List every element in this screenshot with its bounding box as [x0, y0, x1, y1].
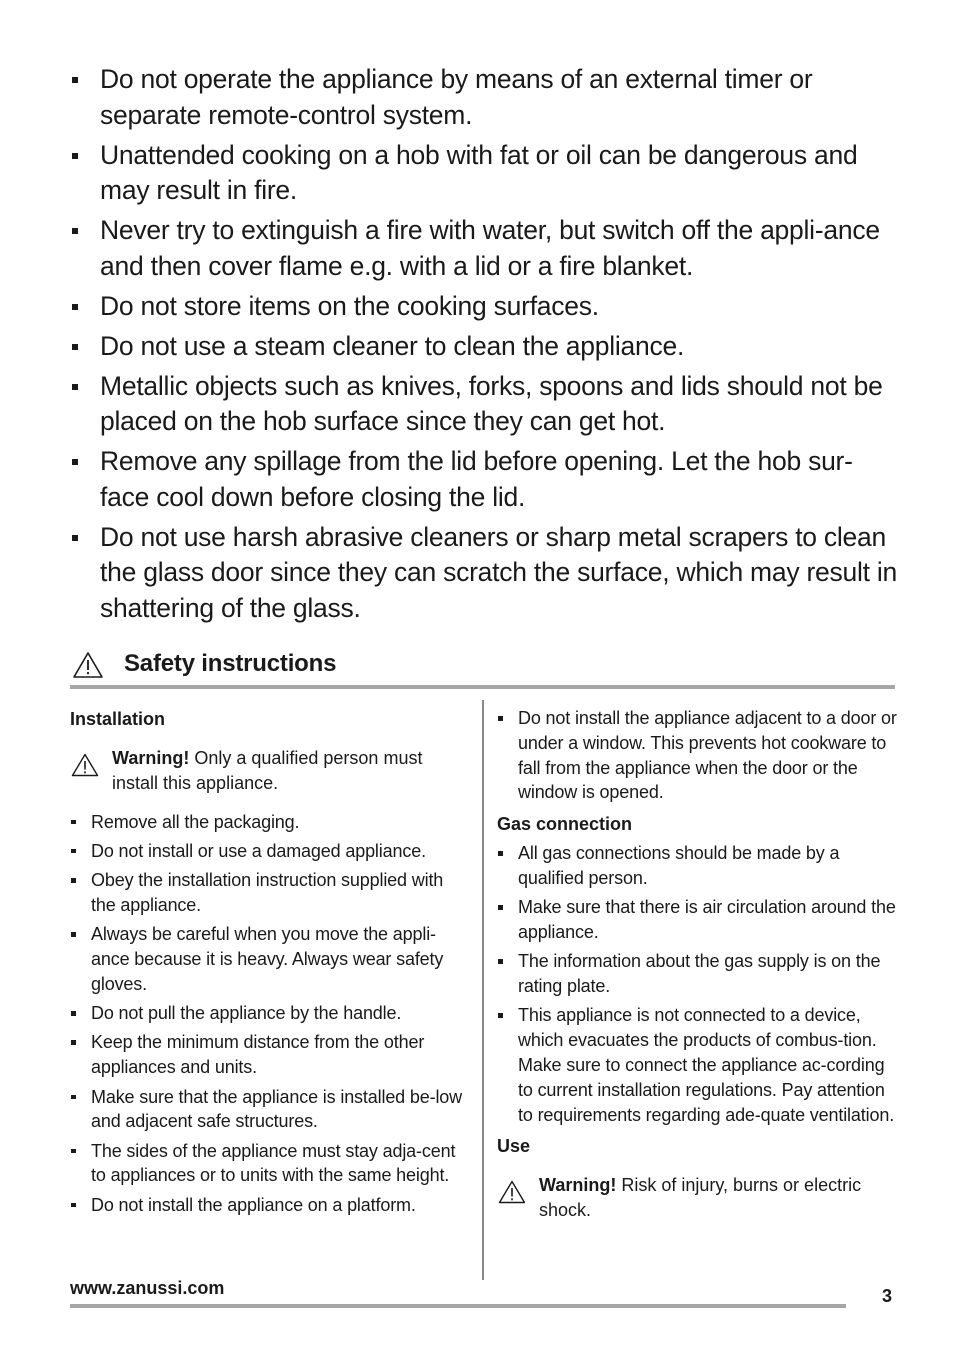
installation-list	[70, 810, 470, 1218]
list-item: Do not install or use a damaged appliance.	[70, 839, 470, 864]
page-number: 3	[882, 1286, 893, 1306]
warning-text: Risk of injury, burns or electric shock.	[539, 1175, 862, 1221]
gas-connection-list	[497, 841, 897, 1127]
list-item: The information about the gas supply is on the rating plate.	[497, 949, 897, 999]
warning-text: Only a qualified person must install this appliance.	[112, 748, 423, 793]
list-item: This appliance is not connected to a device, which evacuates the products of combus-tion. Make sure to connect the appliance ac-cording to current installation regulations. Pay attention to requirements regarding ade-quate ventilation.	[497, 1003, 897, 1127]
footer-divider	[70, 1304, 846, 1308]
warning-label: Warning!	[112, 748, 190, 768]
right-column	[497, 706, 897, 1237]
column-divider	[482, 700, 484, 1280]
list-item: Do not install the appliance on a platform.	[70, 1193, 470, 1218]
warning-triangle-icon	[71, 753, 99, 784]
installation-list-continued	[497, 706, 897, 805]
list-item: Do not install the appliance adjacent to a door or under a window. This prevents hot cookware to fall from the appliance when the door or the window is opened.	[497, 706, 897, 805]
list-item: Remove any spillage from the lid before opening. Let the hob sur-face cool down before closing the lid.	[70, 444, 900, 515]
list-item: Never try to extinguish a fire with water, but switch off the appli-ance and then cover flame e.g. with a lid or a fire blanket.	[70, 213, 900, 284]
use-warning	[497, 1173, 897, 1223]
gas-connection-heading: Gas connection	[497, 814, 633, 835]
installation-heading: Installation	[70, 709, 166, 729]
list-item: Metallic objects such as knives, forks, spoons and lids should not be placed on the hob surface since they can get hot.	[70, 369, 900, 440]
installation-warning	[70, 746, 470, 796]
list-item: Unattended cooking on a hob with fat or oil can be dangerous and may result in fire.	[70, 138, 900, 209]
warning-label: Warning!	[539, 1175, 617, 1196]
warning-triangle-icon	[72, 651, 104, 684]
list-item: Make sure that there is air circulation around the appliance.	[497, 895, 897, 945]
top-warning-list	[70, 62, 900, 631]
list-item: The sides of the appliance must stay adja-cent to appliances or to units with the same height.	[70, 1139, 470, 1189]
list-item: Make sure that the appliance is installed be-low and adjacent safe structures.	[70, 1085, 470, 1135]
list-item: Do not use harsh abrasive cleaners or sharp metal scrapers to clean the glass door since they can scratch the surface, which may result in shattering of the glass.	[70, 520, 900, 627]
list-item: Do not store items on the cooking surfaces.	[70, 289, 900, 325]
list-item: Always be careful when you move the appli-ance because it is heavy. Always wear safety gloves.	[70, 922, 470, 996]
use-heading: Use	[497, 1136, 531, 1157]
section-divider	[70, 685, 895, 689]
footer-url[interactable]: www.zanussi.com	[70, 1278, 225, 1298]
list-item: Do not operate the appliance by means of an external timer or separate remote-control system.	[70, 62, 900, 133]
list-item: All gas connections should be made by a qualified person.	[497, 841, 897, 891]
list-item: Do not use a steam cleaner to clean the appliance.	[70, 329, 900, 365]
left-column	[70, 706, 470, 1222]
section-header	[70, 645, 895, 689]
warning-triangle-icon	[498, 1180, 526, 1211]
list-item: Keep the minimum distance from the other appliances and units.	[70, 1030, 470, 1080]
list-item: Obey the installation instruction supplied with the appliance.	[70, 868, 470, 918]
list-item: Do not pull the appliance by the handle.	[70, 1001, 470, 1026]
list-item: Remove all the packaging.	[70, 810, 470, 835]
section-title: Safety instructions	[124, 650, 337, 677]
